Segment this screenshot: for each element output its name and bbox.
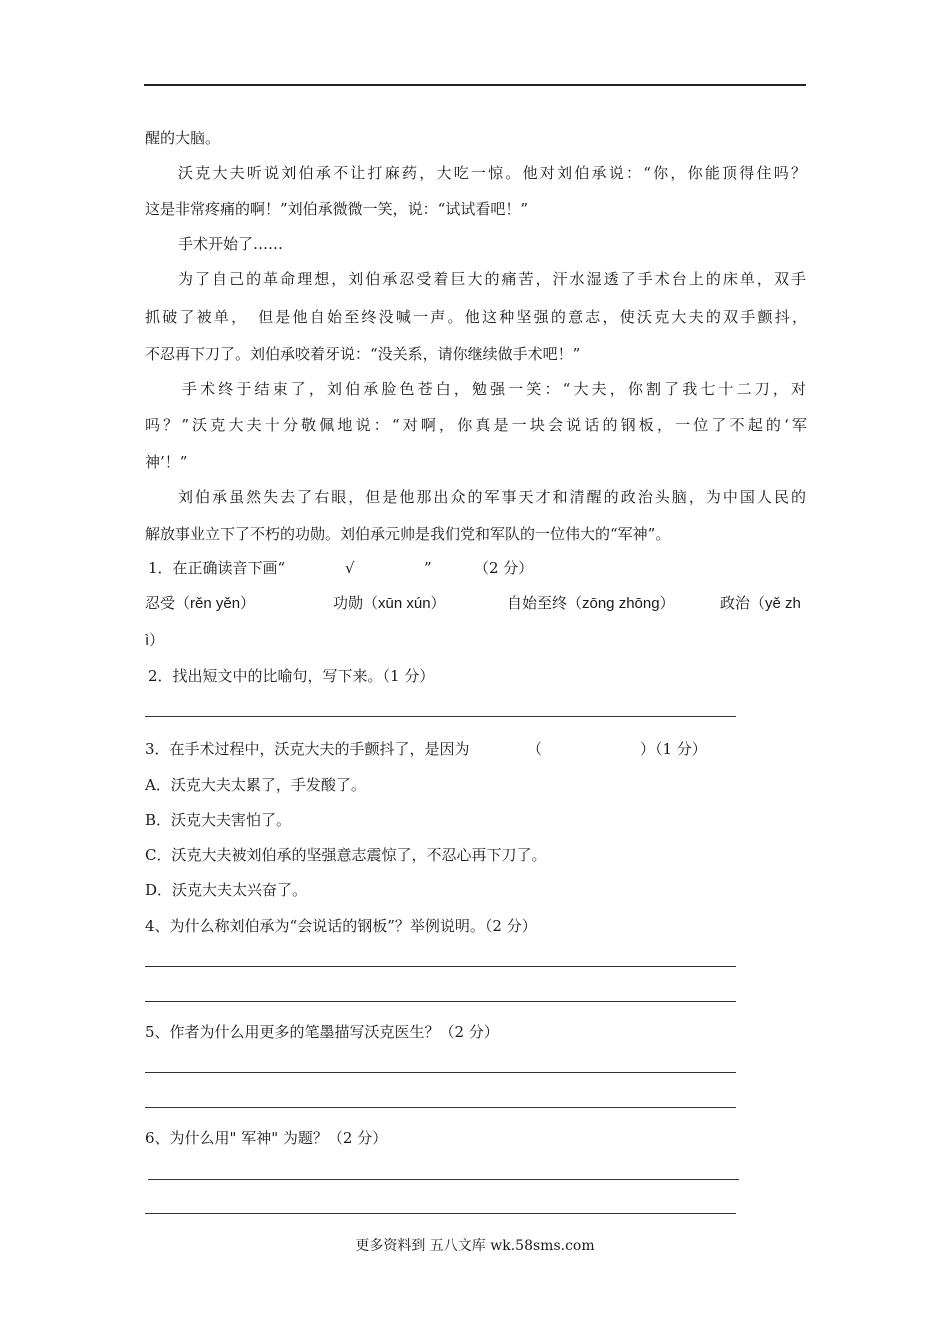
q2-text: 2．找出短文中的比喻句，写下来。（1 分） <box>148 667 435 685</box>
q3-option-b: B．沃克大夫害怕了。 <box>145 811 292 829</box>
q1-item-2: 功勋（xūn xún） <box>333 595 446 612</box>
q3-option-d: D．沃克大夫太兴奋了。 <box>145 881 308 899</box>
q1-item-3: 自始至终（zōng zhōng） <box>507 595 675 612</box>
q3-option-a: A．沃克大夫太累了，手发酸了。 <box>145 776 366 794</box>
q1-item-1: 忍受（rěn yěn） <box>145 595 256 612</box>
q1-quote-close: ” <box>424 559 432 577</box>
passage-line: 抓破了被单， 但是他自始至终没喊一声。他这种坚强的意志，使沃克大夫的双手颤抖， <box>145 308 807 326</box>
passage-line: 手术开始了…… <box>178 235 284 253</box>
passage-line: 吗？”沃克大夫十分敬佩地说：“对啊，你真是一块会说话的钢板，一位了不起的‘军 <box>145 416 807 434</box>
q4-text: 4、为什么称刘伯承为“会说话的钢板”？举例说明。（2 分） <box>145 917 537 935</box>
q1-item-4-wrap: ì） <box>145 632 165 649</box>
q3-blank-open: （ <box>527 740 543 758</box>
q3-blank-close: ）（1 分） <box>640 740 707 758</box>
q3-stem: 3．在手术过程中，沃克大夫的手颤抖了，是因为 <box>145 740 470 758</box>
passage-line: 沃克大夫听说刘伯承不让打麻药，大吃一惊。他对刘伯承说：“你，你能顶得住吗？ <box>178 164 806 182</box>
q1-label: 1．在正确读音下画“ <box>148 559 286 577</box>
answer-line[interactable] <box>145 1072 736 1073</box>
header-rule <box>144 84 806 86</box>
passage-line: 神’！” <box>145 453 188 471</box>
q1-score: （2 分） <box>474 559 534 577</box>
page-footer: 更多资料到 五八文库 wk.58sms.com <box>355 1238 595 1254</box>
passage-line: 手术终于结束了，刘伯承脸色苍白，勉强一笑：“大夫，你割了我七十二刀，对 <box>182 380 806 398</box>
passage-line: 不忍再下刀了。刘伯承咬着牙说：“没关系，请你继续做手术吧！” <box>145 345 581 363</box>
checkmark: √ <box>345 559 355 577</box>
answer-line[interactable] <box>145 1001 736 1002</box>
passage-line: 解放事业立下了不朽的功勋。刘伯承元帅是我们党和军队的一位伟大的“军神”。 <box>145 525 671 543</box>
q6-text: 6、为什么用" 军神" 为题？（2 分） <box>145 1129 388 1147</box>
q3-option-c: C．沃克大夫被刘伯承的坚强意志震惊了，不忍心再下刀了。 <box>145 846 547 864</box>
answer-line[interactable] <box>148 1179 739 1180</box>
passage-line: 为了自己的革命理想，刘伯承忍受着巨大的痛苦，汗水湿透了手术台上的床单，双手 <box>178 270 806 288</box>
passage-line: 这是非常疼痛的啊！”刘伯承微微一笑，说：“试试看吧！” <box>145 200 529 218</box>
answer-line[interactable] <box>145 966 736 967</box>
passage-line: 醒的大脑。 <box>145 129 221 147</box>
passage-line: 刘伯承虽然失去了右眼，但是他那出众的军事天才和清醒的政治头脑，为中国人民的 <box>178 488 806 506</box>
answer-line[interactable] <box>145 1213 736 1214</box>
q1-item-4: 政治（yě zh <box>720 595 801 612</box>
answer-line[interactable] <box>145 1107 736 1108</box>
answer-line[interactable] <box>145 716 736 717</box>
q5-text: 5、作者为什么用更多的笔墨描写沃克医生？（2 分） <box>145 1023 499 1041</box>
